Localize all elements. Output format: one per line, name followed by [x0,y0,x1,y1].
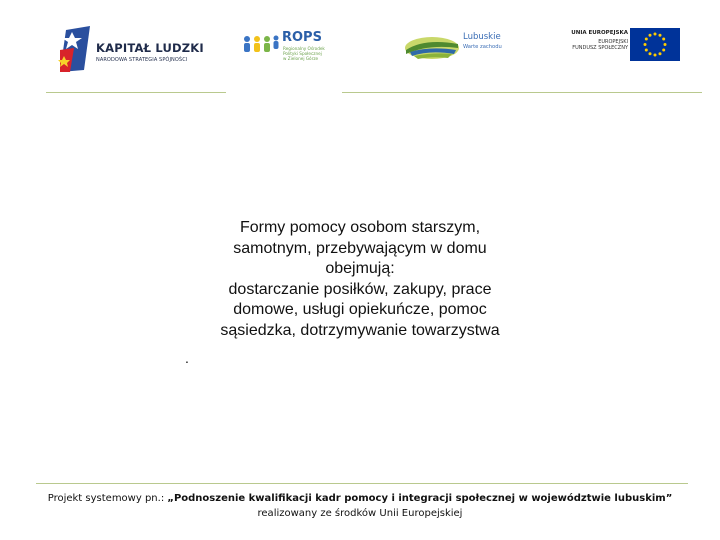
lubuskie-subtitle: Warte zachodu [463,44,502,50]
footer-project-name: „Podnoszenie kwalifikacji kadr pomocy i integracji społecznej w województwie lubuskim” [167,493,673,504]
header-rule-right [342,92,702,93]
footer-prefix: Projekt systemowy pn.: [47,493,168,504]
kapital-ludzki-title: KAPITAŁ LUDZKI [96,41,204,55]
rops-title: ROPS [282,30,322,45]
logo-lubuskie [404,30,514,64]
main-text-line: dostarczanie posiłków, zakupy, prace [228,280,492,298]
footer-rule [36,483,688,484]
eu-text [560,30,628,51]
stray-period: . [185,350,189,366]
rops-subtitle-line: w Zielonej Górze [283,56,319,61]
main-text-line: sąsiedzka, dotrzymywanie towarzystwa [220,321,500,339]
main-text-line: samotnym, przebywającym w domu [233,239,487,257]
rops-people-icon [242,34,280,54]
logo-rops [242,30,332,66]
main-text-line: obejmują: [325,260,395,277]
lubuskie-landscape-icon [404,32,460,62]
logo-kapital-ludzki [58,26,204,76]
eu-flag-icon [630,28,680,61]
footer-line-1 [40,491,680,506]
footer-line-2: realizowany ze środków Unii Europejskiej [257,508,463,519]
main-text-line: domowe, usługi opiekuńcze, pomoc [233,301,487,318]
rops-subtitle-line: Polityki Społecznej [283,51,322,56]
kapital-ludzki-icon [58,26,92,74]
eu-subtitle-line: FUNDUSZ SPOŁECZNY [572,45,628,51]
lubuskie-title: Lubuskie [463,32,501,42]
rops-subtitle-line: Regionalny Ośrodek [283,46,325,51]
eu-title: UNIA EUROPEJSKA [571,30,628,36]
footer [40,491,680,521]
header-rule-left [46,92,226,93]
logo-eu [560,28,682,64]
main-text-line: Formy pomocy osobom starszym, [239,219,481,236]
rops-subtitle [283,46,325,61]
main-content [190,218,530,341]
kapital-ludzki-subtitle: NARODOWA STRATEGIA SPÓJNOŚCI [96,57,188,63]
eu-subtitle-line: EUROPEJSKI [598,39,628,45]
